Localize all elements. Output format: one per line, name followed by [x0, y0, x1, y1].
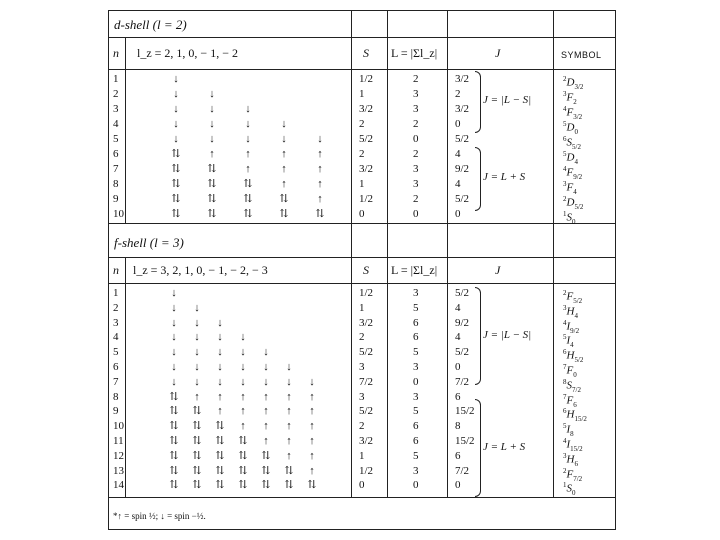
d-row-S: 5/2 [359, 133, 374, 145]
f-row-n: 12 [113, 449, 124, 462]
f-row-spin-arrow: ⇅ [284, 479, 294, 492]
f-row-spin-arrow: ⇅ [238, 479, 248, 492]
f-row-S: 1/2 [359, 464, 374, 477]
f-row-L: 6 [413, 316, 419, 329]
d-row-S: 1 [359, 88, 365, 100]
rule-d-title [109, 37, 615, 38]
f-row-n: 5 [113, 346, 119, 359]
rule-f-title [109, 257, 615, 258]
f-header-J: J [495, 263, 501, 277]
f-row-L: 3 [413, 390, 419, 403]
d-row-spin-arrow: ↓ [209, 118, 215, 130]
f-row-spin-arrow: ↓ [194, 346, 200, 359]
d-row-J: 4 [455, 148, 461, 160]
f-row-term-symbol: $^5I_4$ [563, 333, 574, 350]
d-row-J: 3/2 [455, 73, 470, 85]
f-row-L: 5 [413, 301, 419, 314]
f-row-n: 13 [113, 464, 124, 477]
d-row-n: 9 [113, 193, 119, 205]
d-header-symbol: SYMBOL [561, 50, 602, 60]
f-row-L: 6 [413, 331, 419, 344]
f-row-spin-arrow: ↓ [217, 375, 223, 388]
d-row-S: 3/2 [359, 163, 374, 175]
f-row-spin-arrow: ↓ [171, 375, 177, 388]
d-row-n: 2 [113, 88, 119, 100]
d-row-spin-arrow: ↓ [173, 73, 179, 85]
d-row-spin-arrow: ↓ [209, 133, 215, 145]
f-row-spin-arrow: ↓ [217, 361, 223, 373]
f-rule-upper: J = L + S [483, 441, 526, 453]
f-row-spin-arrow: ↑ [286, 405, 292, 418]
f-row-spin-arrow: ↑ [240, 390, 246, 403]
d-row-L: 3 [413, 178, 419, 190]
f-row-spin-arrow: ↓ [217, 331, 223, 344]
d-row-spin-arrow: ↓ [317, 133, 323, 145]
rule-f-header [109, 283, 615, 284]
rule-f-end [109, 497, 615, 498]
d-header-J: J [495, 46, 501, 60]
d-shell-title: d-shell (l = 2) [114, 17, 187, 32]
d-header-n: n [113, 46, 119, 60]
f-row-spin-arrow: ⇅ [215, 435, 225, 447]
f-row-spin-arrow: ⇅ [238, 449, 248, 462]
f-row-J: 15/2 [455, 405, 475, 418]
f-row-spin-arrow: ↓ [171, 346, 177, 359]
f-row-S: 5/2 [359, 346, 374, 359]
col-rule-d-n [125, 37, 126, 223]
f-row-spin-arrow: ⇅ [192, 479, 202, 492]
f-row-spin-arrow: ⇅ [169, 449, 179, 462]
f-row-term-symbol: $^8S_{7/2}$ [563, 377, 581, 394]
d-row-spin-arrow: ↑ [245, 163, 251, 175]
f-row-spin-arrow: ↓ [240, 331, 246, 344]
d-row-term-symbol: $^1S_0$ [563, 210, 576, 226]
d-row-spin-arrow: ⇅ [315, 208, 325, 220]
d-row-spin-arrow: ⇅ [171, 208, 181, 220]
f-row-spin-arrow: ⇅ [215, 449, 225, 462]
d-row-term-symbol: $^5D_0$ [563, 120, 578, 136]
d-row-spin-arrow: ↓ [281, 118, 287, 130]
d-header-L: L = |Σl_z| [391, 46, 438, 60]
d-row-L: 3 [413, 163, 419, 175]
f-row-L: 5 [413, 405, 419, 418]
f-row-n: 4 [113, 331, 119, 344]
f-row-J: 4 [455, 331, 461, 344]
f-row-S: 5/2 [359, 405, 374, 418]
f-row-S: 1 [359, 301, 365, 314]
d-row-spin-arrow: ⇅ [207, 163, 217, 175]
d-row-spin-arrow: ⇅ [207, 208, 217, 220]
f-row-spin-arrow: ⇅ [215, 420, 225, 433]
f-row-spin-arrow: ↓ [263, 361, 269, 373]
f-row-spin-arrow: ↑ [309, 420, 315, 433]
d-row-S: 1 [359, 178, 365, 190]
f-row-spin-arrow: ↓ [194, 375, 200, 388]
f-row-spin-arrow: ↓ [194, 316, 200, 329]
col-rule-f-n [125, 257, 126, 497]
f-row-L: 6 [413, 435, 419, 447]
f-row-n: 8 [113, 390, 119, 403]
d-row-L: 0 [413, 208, 419, 220]
f-row-spin-arrow: ↑ [309, 405, 315, 418]
f-header-L: L = |Σl_z| [391, 263, 438, 277]
f-row-J: 6 [455, 449, 461, 462]
d-row-term-symbol: $^6S_{5/2}$ [563, 135, 581, 151]
f-row-term-symbol: $^4I_{15/2}$ [563, 437, 583, 453]
d-row-n: 7 [113, 163, 119, 175]
f-row-term-symbol: $^3H_4$ [563, 303, 578, 320]
f-row-term-symbol: $^7F_0$ [563, 363, 577, 379]
d-row-J: 2 [455, 88, 461, 100]
f-row-spin-arrow: ↑ [309, 464, 315, 477]
d-row-spin-arrow: ↓ [245, 103, 251, 115]
f-row-J: 5/2 [455, 346, 470, 359]
f-row-spin-arrow: ↓ [240, 361, 246, 373]
f-row-L: 0 [413, 479, 419, 492]
d-row-J: 3/2 [455, 103, 470, 115]
f-row-spin-arrow: ↓ [194, 361, 200, 373]
d-row-L: 2 [413, 118, 419, 130]
d-row-spin-arrow: ↓ [209, 103, 215, 115]
f-row-spin-arrow: ↓ [171, 331, 177, 344]
d-row-n: 4 [113, 118, 119, 130]
d-row-term-symbol: $^2D_{5/2}$ [563, 195, 584, 211]
f-row-J: 0 [455, 479, 461, 492]
f-row-spin-arrow: ↓ [171, 361, 177, 373]
d-row-spin-arrow: ↓ [173, 118, 179, 130]
d-row-spin-arrow: ⇅ [171, 178, 181, 190]
f-row-term-symbol: $^3H_6$ [563, 451, 578, 468]
d-row-term-symbol: $^3F_2$ [563, 90, 577, 106]
f-row-n: 10 [113, 420, 124, 433]
f-shell-title: f-shell (l = 3) [114, 235, 184, 250]
f-row-spin-arrow: ⇅ [169, 464, 179, 477]
d-row-spin-arrow: ↓ [281, 133, 287, 145]
f-row-L: 3 [413, 464, 419, 477]
col-rule-S-L [387, 11, 388, 497]
f-row-spin-arrow: ↑ [286, 420, 292, 433]
f-row-spin-arrow: ↑ [240, 420, 246, 433]
f-row-n: 1 [113, 287, 119, 299]
d-row-n: 1 [113, 73, 119, 85]
d-row-spin-arrow: ⇅ [207, 193, 217, 205]
f-row-spin-arrow: ⇅ [192, 464, 202, 477]
f-row-term-symbol: $^2F_{7/2}$ [563, 466, 583, 483]
f-row-S: 3 [359, 361, 365, 373]
f-row-spin-arrow: ↓ [263, 346, 269, 359]
d-header-S: S [363, 46, 369, 60]
f-row-spin-arrow: ⇅ [192, 435, 202, 447]
f-row-spin-arrow: ↓ [194, 331, 200, 344]
d-row-spin-arrow: ⇅ [279, 193, 289, 205]
d-row-S: 3/2 [359, 103, 374, 115]
f-row-n: 2 [113, 301, 119, 314]
f-row-S: 2 [359, 420, 365, 433]
d-row-spin-arrow: ↓ [245, 133, 251, 145]
d-row-term-symbol: $^4F_{3/2}$ [563, 105, 583, 121]
d-row-spin-arrow: ⇅ [171, 148, 181, 160]
d-row-spin-arrow: ⇅ [243, 178, 253, 190]
f-row-spin-arrow: ↑ [194, 390, 200, 403]
d-row-L: 3 [413, 88, 419, 100]
f-row-J: 7/2 [455, 464, 470, 477]
f-row-S: 3 [359, 390, 365, 403]
d-row-spin-arrow: ↑ [281, 163, 287, 175]
d-row-L: 2 [413, 148, 419, 160]
f-row-spin-arrow: ↓ [263, 375, 269, 388]
f-row-spin-arrow: ↑ [286, 390, 292, 403]
f-row-term-symbol: $^7F_6$ [563, 392, 577, 409]
f-row-term-symbol: $^1S_0$ [563, 481, 576, 498]
d-row-spin-arrow: ↑ [317, 178, 323, 190]
d-row-spin-arrow: ↓ [245, 118, 251, 130]
f-row-S: 0 [359, 479, 365, 492]
d-row-L: 2 [413, 73, 419, 85]
f-row-spin-arrow: ↑ [286, 435, 292, 447]
term-symbol-table [108, 10, 616, 530]
f-row-L: 3 [413, 361, 419, 373]
f-row-spin-arrow: ↓ [240, 346, 246, 359]
d-row-spin-arrow: ↑ [245, 148, 251, 160]
f-row-n: 9 [113, 405, 119, 418]
d-row-J: 5/2 [455, 133, 470, 145]
f-row-spin-arrow: ⇅ [169, 405, 179, 418]
d-row-spin-arrow: ↑ [281, 148, 287, 160]
f-row-J: 4 [455, 301, 461, 314]
d-row-L: 3 [413, 103, 419, 115]
f-row-spin-arrow: ⇅ [238, 464, 248, 477]
f-header-S: S [363, 263, 369, 277]
f-row-spin-arrow: ⇅ [307, 479, 317, 492]
f-row-spin-arrow: ↓ [171, 287, 177, 299]
f-row-spin-arrow: ⇅ [261, 449, 271, 462]
f-row-spin-arrow: ⇅ [215, 464, 225, 477]
f-header-n: n [113, 263, 119, 277]
f-row-J: 15/2 [455, 435, 475, 447]
f-row-S: 1 [359, 449, 365, 462]
f-row-term-symbol: $^6H_{15/2}$ [563, 407, 587, 424]
f-row-spin-arrow: ↓ [309, 375, 315, 388]
col-rule-J-symbol [553, 11, 554, 497]
f-row-spin-arrow: ⇅ [261, 479, 271, 492]
f-row-n: 7 [113, 375, 119, 388]
f-row-spin-arrow: ↑ [309, 390, 315, 403]
d-row-spin-arrow: ↓ [173, 88, 179, 100]
d-row-term-symbol: $^2D_{3/2}$ [563, 75, 584, 91]
f-row-S: 2 [359, 331, 365, 344]
f-row-spin-arrow: ↑ [217, 405, 223, 418]
rule-d-end [109, 223, 615, 224]
d-row-term-symbol: $^4F_{9/2}$ [563, 165, 583, 181]
d-row-n: 8 [113, 178, 119, 190]
d-row-spin-arrow: ⇅ [207, 178, 217, 190]
f-row-spin-arrow: ↑ [263, 405, 269, 418]
f-row-L: 0 [413, 375, 419, 388]
d-row-spin-arrow: ↑ [209, 148, 215, 160]
d-row-J: 9/2 [455, 163, 470, 175]
d-row-L: 0 [413, 133, 419, 145]
d-row-spin-arrow: ↑ [281, 178, 287, 190]
d-row-spin-arrow: ⇅ [243, 208, 253, 220]
f-row-spin-arrow: ↓ [217, 346, 223, 359]
f-header-lz: l_z = 3, 2, 1, 0, − 1, − 2, − 3 [133, 263, 268, 277]
f-rule-lower: J = |L − S| [483, 329, 532, 341]
d-row-S: 1/2 [359, 193, 374, 205]
f-row-L: 6 [413, 420, 419, 433]
d-row-spin-arrow: ↑ [317, 163, 323, 175]
col-rule-L-J [447, 11, 448, 497]
f-row-n: 14 [113, 479, 124, 492]
f-row-spin-arrow: ↓ [240, 375, 246, 388]
f-row-spin-arrow: ↑ [263, 390, 269, 403]
d-rule-lower: J = |L − S| [483, 94, 532, 106]
d-row-n: 6 [113, 148, 119, 160]
d-row-S: 0 [359, 208, 365, 220]
f-row-spin-arrow: ⇅ [192, 405, 202, 418]
d-row-spin-arrow: ↓ [173, 133, 179, 145]
f-row-S: 3/2 [359, 316, 374, 329]
f-row-spin-arrow: ↑ [263, 435, 269, 447]
f-row-J: 6 [455, 390, 461, 403]
d-row-n: 5 [113, 133, 119, 145]
f-row-n: 11 [113, 435, 124, 447]
rule-d-header [109, 69, 615, 70]
f-row-S: 7/2 [359, 375, 374, 388]
d-row-spin-arrow: ⇅ [171, 193, 181, 205]
f-row-spin-arrow: ↑ [286, 449, 292, 462]
f-row-spin-arrow: ↓ [171, 301, 177, 314]
d-row-term-symbol: $^3F_4$ [563, 180, 577, 196]
f-row-S: 3/2 [359, 435, 374, 447]
f-row-J: 0 [455, 361, 461, 373]
f-row-L: 5 [413, 449, 419, 462]
f-row-J: 8 [455, 420, 461, 433]
f-row-J: 7/2 [455, 375, 470, 388]
f-row-spin-arrow: ⇅ [169, 435, 179, 447]
d-row-spin-arrow: ⇅ [243, 193, 253, 205]
f-row-n: 3 [113, 316, 119, 329]
f-row-term-symbol: $^4I_{9/2}$ [563, 318, 580, 335]
d-header-lz: l_z = 2, 1, 0, − 1, − 2 [137, 46, 238, 60]
f-row-L: 5 [413, 346, 419, 359]
d-row-spin-arrow: ⇅ [171, 163, 181, 175]
f-row-spin-arrow: ⇅ [192, 449, 202, 462]
f-row-spin-arrow: ⇅ [284, 464, 294, 477]
f-row-spin-arrow: ↑ [217, 390, 223, 403]
f-row-S: 1/2 [359, 287, 374, 299]
d-row-S: 1/2 [359, 73, 374, 85]
d-row-J: 0 [455, 118, 461, 130]
f-row-spin-arrow: ⇅ [238, 435, 248, 447]
f-row-spin-arrow: ↑ [240, 405, 246, 418]
d-row-S: 2 [359, 148, 365, 160]
f-row-spin-arrow: ⇅ [169, 420, 179, 433]
f-row-n: 6 [113, 361, 119, 373]
f-row-spin-arrow: ↓ [171, 316, 177, 329]
d-row-spin-arrow: ↓ [173, 103, 179, 115]
d-row-term-symbol: $^5D_4$ [563, 150, 578, 166]
f-row-spin-arrow: ⇅ [215, 479, 225, 492]
d-row-n: 10 [113, 208, 124, 220]
f-row-spin-arrow: ↑ [309, 435, 315, 447]
f-row-spin-arrow: ⇅ [169, 390, 179, 403]
f-row-L: 3 [413, 287, 419, 299]
d-row-J: 5/2 [455, 193, 470, 205]
footnote: *↑ = spin ½; ↓ = spin −½. [113, 511, 206, 521]
d-row-spin-arrow: ↑ [317, 193, 323, 205]
f-row-term-symbol: $^2F_{5/2}$ [563, 289, 583, 305]
f-row-spin-arrow: ⇅ [261, 464, 271, 477]
f-row-spin-arrow: ↑ [263, 420, 269, 433]
f-row-spin-arrow: ↑ [309, 449, 315, 462]
col-rule-lz-S [351, 11, 352, 497]
f-row-spin-arrow: ↓ [217, 316, 223, 329]
d-row-J: 4 [455, 178, 461, 190]
f-row-spin-arrow: ↓ [286, 361, 292, 373]
d-row-S: 2 [359, 118, 365, 130]
f-row-spin-arrow: ↓ [194, 301, 200, 314]
f-row-J: 9/2 [455, 316, 470, 329]
f-row-J: 5/2 [455, 287, 470, 299]
f-row-term-symbol: $^5I_8$ [563, 422, 574, 439]
d-row-spin-arrow: ⇅ [279, 208, 289, 220]
f-row-term-symbol: $^6H_{5/2}$ [563, 348, 584, 365]
f-row-spin-arrow: ⇅ [169, 479, 179, 492]
d-row-J: 0 [455, 208, 461, 220]
d-row-spin-arrow: ↓ [209, 88, 215, 100]
f-row-spin-arrow: ↓ [286, 375, 292, 388]
d-rule-upper: J = L + S [483, 171, 526, 183]
d-row-L: 2 [413, 193, 419, 205]
f-row-spin-arrow: ⇅ [192, 420, 202, 433]
d-row-n: 3 [113, 103, 119, 115]
d-row-spin-arrow: ↑ [317, 148, 323, 160]
